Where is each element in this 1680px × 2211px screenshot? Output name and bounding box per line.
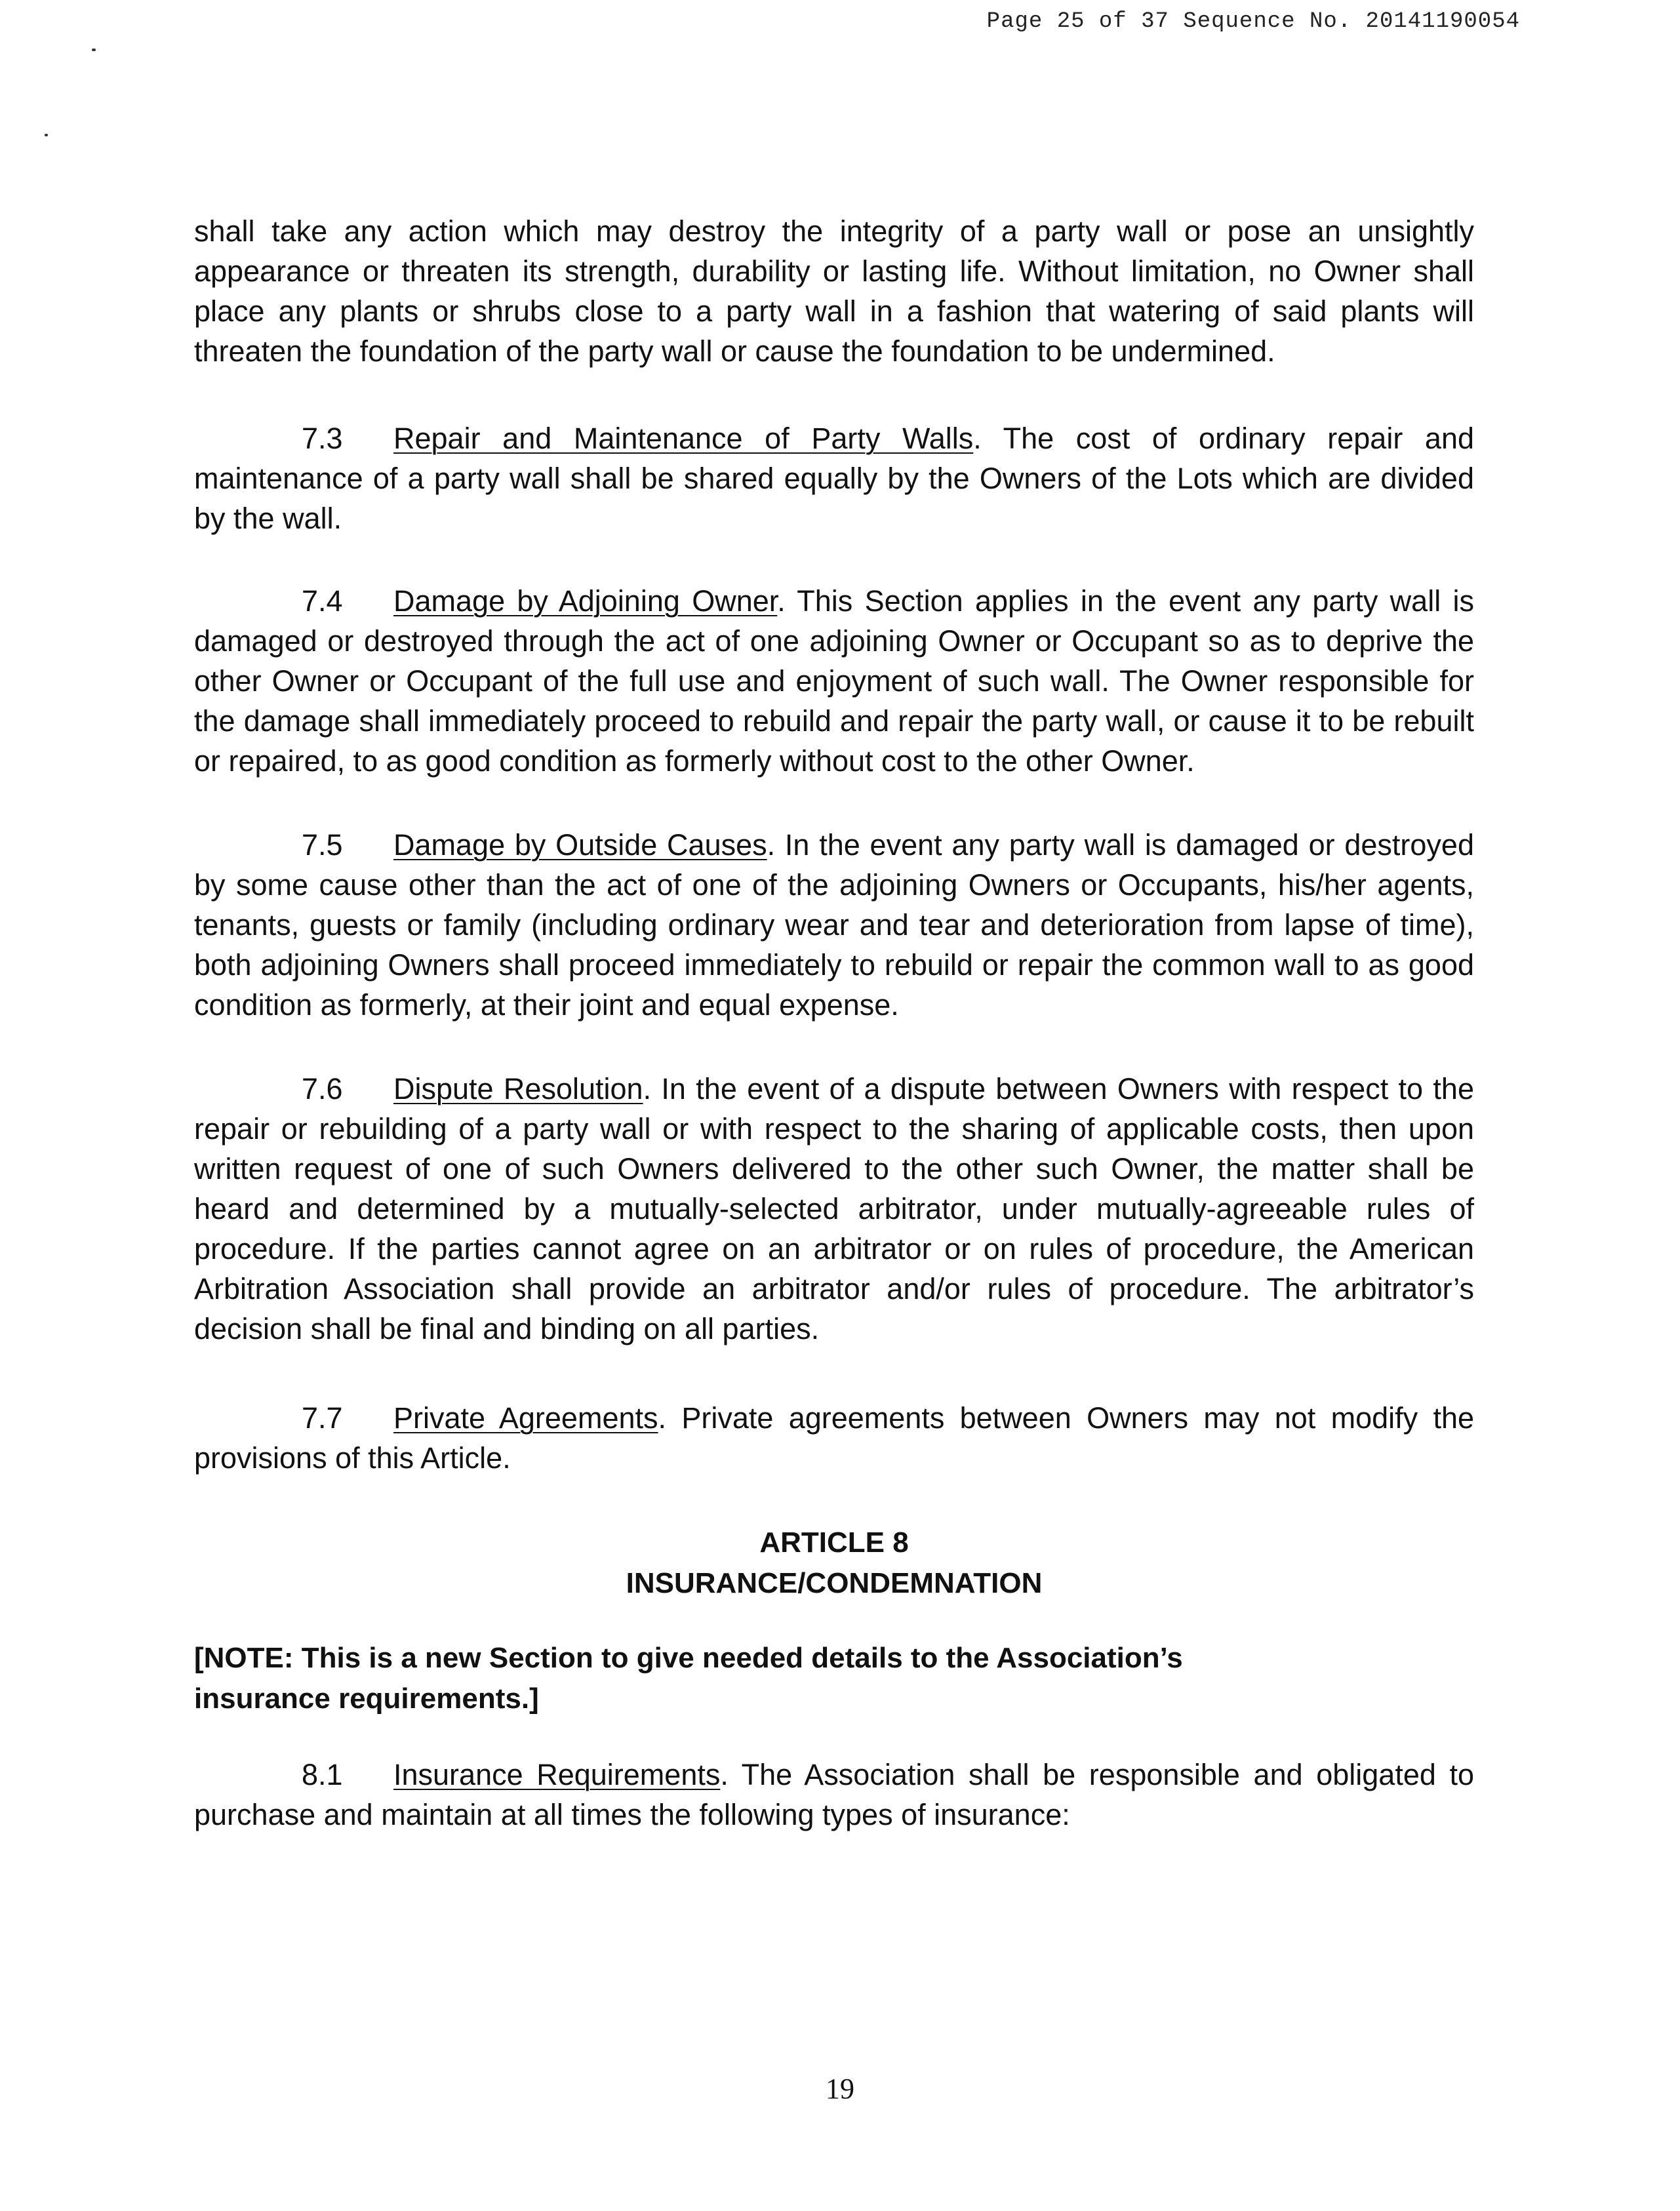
scan-speck — [45, 134, 48, 136]
section-title: Dispute Resolution — [393, 1072, 643, 1106]
paragraph-text — [194, 1398, 1474, 1478]
section-number: 7.6 — [302, 1072, 343, 1106]
section-body: . In the event any party wall is damaged or destroyed by some cause other than the act of one of the adjoining Owners or Occupants, his/her agents, tenants, guests or family (including ordinary wear and tear and deterioration from lapse of time), both adjoining Owners shall proceed immediately to rebuild or repair the common wall to as good condition as formerly, at their joint and equal expense. — [194, 828, 1474, 1022]
section-body: . Private agreements between Owners may not modify the provisions of this Article. — [194, 1401, 1475, 1475]
article-number: ARTICLE 8 — [759, 1526, 909, 1559]
paragraph-text — [194, 1755, 1474, 1835]
section-title: Damage by Outside Causes — [393, 828, 767, 862]
section-number: 7.5 — [302, 828, 343, 862]
paragraph-text — [194, 1069, 1474, 1349]
page-number: 19 — [826, 2073, 854, 2105]
section-title: Insurance Requirements — [393, 1758, 721, 1791]
section-7-4 — [194, 581, 1474, 781]
section-body: . The Association shall be responsible and obligated to purchase and maintain at all times the following types of insurance: — [194, 1758, 1474, 1831]
section-7-7 — [194, 1398, 1474, 1478]
article-title: INSURANCE/CONDEMNATION — [626, 1567, 1043, 1599]
section-7-3 — [194, 418, 1474, 538]
section-8-1 — [194, 1755, 1474, 1835]
section-title: Damage by Adjoining Owner — [393, 584, 778, 618]
section-7-6 — [194, 1069, 1474, 1349]
paragraph-text: shall take any action which may destroy the integrity of a party wall or pose an unsightly appearance or threaten its strength, durability or lasting life. Without limitation, no Owner shall place any plants or shrubs close to a party wall in a fashion that watering of said plants will threaten the foundation of the party wall or cause the foundation to be undermined. — [194, 214, 1474, 368]
article-heading — [194, 1523, 1474, 1604]
editor-note: [NOTE: This is a new Section to give needed details to the Association’s insurance requirements.] — [194, 1642, 1183, 1715]
section-7-5 — [194, 825, 1474, 1025]
paragraph-text — [194, 581, 1474, 781]
section-number: 7.4 — [302, 584, 343, 618]
sequence-header: Page 25 of 37 Sequence No. 20141190054 — [986, 9, 1520, 34]
section-body: . The cost of ordinary repair and maintenance of a party wall shall be shared equally by the Owners of the Lots which are divided by the wall. — [194, 422, 1474, 535]
section-number: 7.7 — [302, 1401, 343, 1435]
section-title: Private Agreements — [393, 1401, 658, 1435]
scan-speck — [92, 49, 96, 51]
section-number: 7.3 — [302, 422, 343, 455]
section-body: . In the event of a dispute between Owners with respect to the repair or rebuilding of a party wall or with respect to the sharing of applicable costs, then upon written request of one of such Owners delivered to the other such Owner, the matter shall be heard and determined by a mutually-selected arbitrator, under mutually-agreeable rules of procedure. If the parties cannot agree on an arbitrator or on rules of procedure, the American Arbitration Association shall provide an arbitrator and/or rules of procedure. The arbitrator’s decision shall be final and binding on all parties. — [194, 1072, 1474, 1345]
paragraph-text — [194, 418, 1474, 538]
paragraph-text — [194, 825, 1474, 1025]
section-title: Repair and Maintenance of Party Walls — [393, 422, 974, 455]
section-body: . This Section applies in the event any party wall is damaged or destroyed through the act of one adjoining Owner or Occupant so as to deprive the other Owner or Occupant of the full use and enjoyment of such wall. The Owner responsible for the damage shall immediately proceed to rebuild and repair the party wall, or cause it to be rebuilt or repaired, to as good condition as formerly without cost to the other Owner. — [194, 584, 1475, 778]
continuation-paragraph — [194, 211, 1474, 371]
section-number: 8.1 — [302, 1758, 343, 1791]
